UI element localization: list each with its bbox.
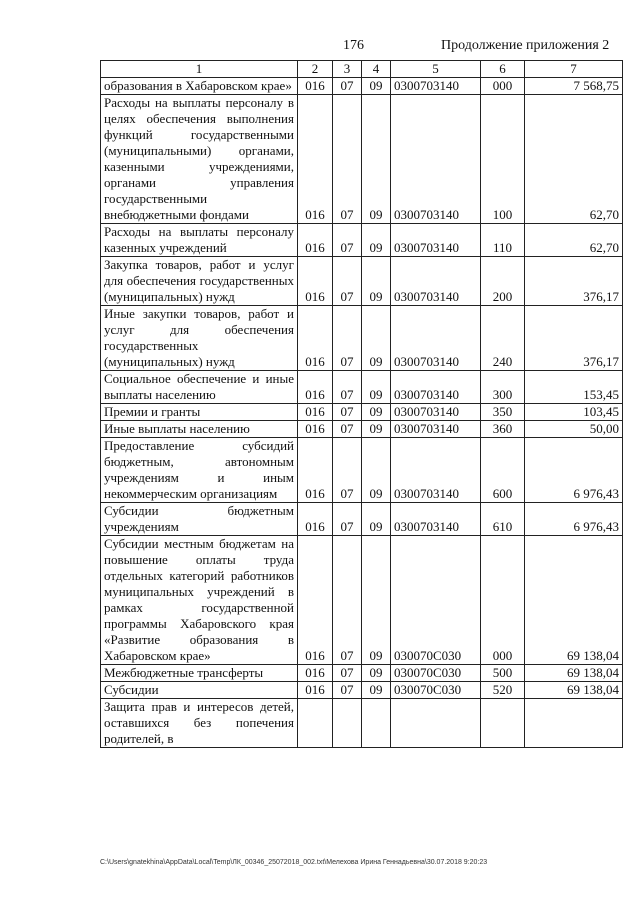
section-code-cell: 07: [333, 503, 362, 536]
target-article-cell: 0300703140: [391, 306, 481, 371]
subsection-code-cell: 09: [362, 224, 391, 257]
target-article-cell: [391, 699, 481, 748]
column-header: 5: [391, 61, 481, 78]
ministry-code-cell: 016: [298, 438, 333, 503]
appendix-continuation-label: Продолжение приложения 2: [441, 38, 610, 53]
subsection-code-cell: 09: [362, 665, 391, 682]
subsection-code-cell: [362, 699, 391, 748]
expense-type-cell: 300: [481, 371, 525, 404]
table-row: [101, 95, 623, 224]
section-code-cell: 07: [333, 682, 362, 699]
amount-cell: 6 976,43: [525, 503, 623, 536]
subsection-code-cell: 09: [362, 536, 391, 665]
section-code-cell: 07: [333, 536, 362, 665]
subsection-code-cell: 09: [362, 306, 391, 371]
ministry-code-cell: 016: [298, 503, 333, 536]
column-header: 1: [101, 61, 298, 78]
section-code-cell: 07: [333, 95, 362, 224]
ministry-code-cell: 016: [298, 536, 333, 665]
amount-cell: 153,45: [525, 371, 623, 404]
expense-type-cell: 100: [481, 95, 525, 224]
subsection-code-cell: 09: [362, 421, 391, 438]
item-name-cell: Субсидии: [101, 682, 298, 699]
amount-cell: 69 138,04: [525, 665, 623, 682]
amount-cell: [525, 699, 623, 748]
ministry-code-cell: 016: [298, 257, 333, 306]
table-row: [101, 682, 623, 699]
column-header: 2: [298, 61, 333, 78]
item-name-cell: Межбюджетные трансферты: [101, 665, 298, 682]
amount-cell: 69 138,04: [525, 682, 623, 699]
expense-type-cell: 500: [481, 665, 525, 682]
section-code-cell: 07: [333, 306, 362, 371]
item-name-cell: Премии и гранты: [101, 404, 298, 421]
page-number: 176: [343, 38, 364, 53]
footer-file-path: C:\Users\gnatekhina\AppData\Local\Temp\ЛК_00346_25072018_002.txt\Мелехова Ирина Геннадьевна\30.07.2018 9:20:23: [100, 859, 488, 866]
item-name-cell: Иные выплаты населению: [101, 421, 298, 438]
target-article-cell: 0300703140: [391, 421, 481, 438]
expense-type-cell: 610: [481, 503, 525, 536]
ministry-code-cell: 016: [298, 404, 333, 421]
table-row: [101, 665, 623, 682]
table-row: [101, 536, 623, 665]
subsection-code-cell: 09: [362, 257, 391, 306]
item-name-cell: Социальное обеспечение и иные выплаты населению: [101, 371, 298, 404]
table-row: [101, 503, 623, 536]
expense-type-cell: 240: [481, 306, 525, 371]
amount-cell: 376,17: [525, 306, 623, 371]
amount-cell: 376,17: [525, 257, 623, 306]
expense-type-cell: 520: [481, 682, 525, 699]
table-row: [101, 699, 623, 748]
expense-type-cell: 000: [481, 78, 525, 95]
section-code-cell: 07: [333, 404, 362, 421]
ministry-code-cell: 016: [298, 421, 333, 438]
table-row: [101, 257, 623, 306]
section-code-cell: 07: [333, 421, 362, 438]
item-name-cell: Закупка товаров, работ и услуг для обеспечения государственных (муниципальных) нужд: [101, 257, 298, 306]
item-name-cell: Субсидии местным бюджетам на повышение оплаты труда отдельных категорий работников муниципальных учреждений в рамках государственной программы Хабаровского края «Развитие образования в Хабаровском крае»: [101, 536, 298, 665]
target-article-cell: 030070С030: [391, 536, 481, 665]
amount-cell: 103,45: [525, 404, 623, 421]
ministry-code-cell: 016: [298, 95, 333, 224]
target-article-cell: 0300703140: [391, 224, 481, 257]
target-article-cell: 0300703140: [391, 438, 481, 503]
target-article-cell: 0300703140: [391, 404, 481, 421]
table-header-row: [101, 61, 623, 78]
amount-cell: 50,00: [525, 421, 623, 438]
column-header: 3: [333, 61, 362, 78]
section-code-cell: 07: [333, 224, 362, 257]
budget-table: [100, 60, 623, 748]
table-row: [101, 421, 623, 438]
expense-type-cell: 000: [481, 536, 525, 665]
subsection-code-cell: 09: [362, 95, 391, 224]
item-name-cell: образования в Хабаровском крае»: [101, 78, 298, 95]
subsection-code-cell: 09: [362, 371, 391, 404]
section-code-cell: 07: [333, 371, 362, 404]
expense-type-cell: 200: [481, 257, 525, 306]
amount-cell: 62,70: [525, 224, 623, 257]
item-name-cell: Расходы на выплаты персоналу в целях обеспечения выполнения функций государственными (муниципальными) органами, казенными учреждениями, органами управления государственными внебюджетными фондами: [101, 95, 298, 224]
expense-type-cell: 600: [481, 438, 525, 503]
section-code-cell: 07: [333, 438, 362, 503]
target-article-cell: 0300703140: [391, 503, 481, 536]
expense-type-cell: 360: [481, 421, 525, 438]
subsection-code-cell: 09: [362, 438, 391, 503]
subsection-code-cell: 09: [362, 682, 391, 699]
target-article-cell: 030070С030: [391, 665, 481, 682]
amount-cell: 69 138,04: [525, 536, 623, 665]
column-header: 7: [525, 61, 623, 78]
target-article-cell: 0300703140: [391, 78, 481, 95]
item-name-cell: Иные закупки товаров, работ и услуг для обеспечения государственных (муниципальных) нужд: [101, 306, 298, 371]
section-code-cell: 07: [333, 78, 362, 95]
ministry-code-cell: 016: [298, 371, 333, 404]
amount-cell: 6 976,43: [525, 438, 623, 503]
table-row: [101, 306, 623, 371]
table-row: [101, 224, 623, 257]
item-name-cell: Предоставление субсидий бюджетным, автономным учреждениям и иным некоммерческим организациям: [101, 438, 298, 503]
ministry-code-cell: 016: [298, 306, 333, 371]
item-name-cell: Субсидии бюджетным учреждениям: [101, 503, 298, 536]
expense-type-cell: [481, 699, 525, 748]
target-article-cell: 030070С030: [391, 682, 481, 699]
table-row: [101, 438, 623, 503]
subsection-code-cell: 09: [362, 78, 391, 95]
subsection-code-cell: 09: [362, 503, 391, 536]
target-article-cell: 0300703140: [391, 95, 481, 224]
amount-cell: 7 568,75: [525, 78, 623, 95]
ministry-code-cell: 016: [298, 224, 333, 257]
amount-cell: 62,70: [525, 95, 623, 224]
table-row: [101, 78, 623, 95]
section-code-cell: 07: [333, 665, 362, 682]
section-code-cell: [333, 699, 362, 748]
subsection-code-cell: 09: [362, 404, 391, 421]
item-name-cell: Расходы на выплаты персоналу казенных учреждений: [101, 224, 298, 257]
item-name-cell: Защита прав и интересов детей, оставшихся без попечения родителей, в: [101, 699, 298, 748]
table-row: [101, 371, 623, 404]
ministry-code-cell: 016: [298, 78, 333, 95]
ministry-code-cell: [298, 699, 333, 748]
ministry-code-cell: 016: [298, 665, 333, 682]
target-article-cell: 0300703140: [391, 257, 481, 306]
column-header: 4: [362, 61, 391, 78]
expense-type-cell: 110: [481, 224, 525, 257]
section-code-cell: 07: [333, 257, 362, 306]
target-article-cell: 0300703140: [391, 371, 481, 404]
table-row: [101, 404, 623, 421]
expense-type-cell: 350: [481, 404, 525, 421]
column-header: 6: [481, 61, 525, 78]
table-body: [101, 78, 623, 748]
ministry-code-cell: 016: [298, 682, 333, 699]
